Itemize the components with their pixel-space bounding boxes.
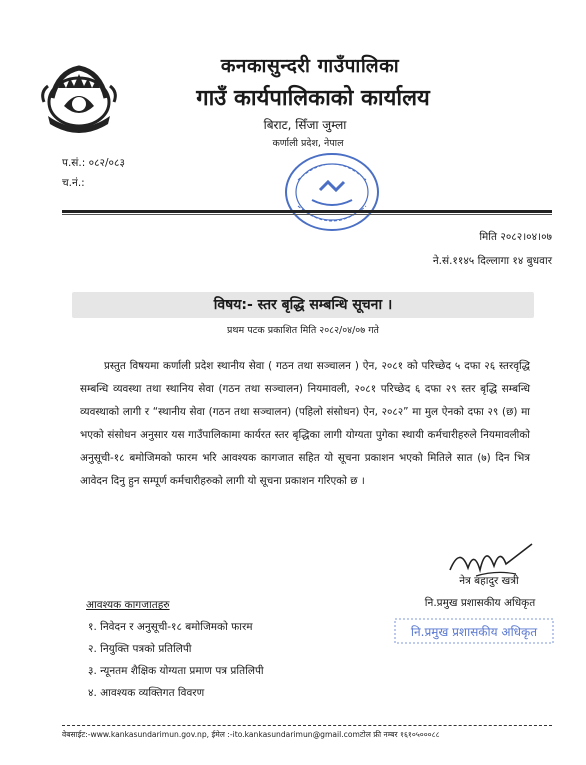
notice-subject: विषय:- स्तर बृद्धि सम्बन्धि सूचना । [72,292,534,318]
list-item: ३. न्यूनतम शैक्षिक योग्यता प्रमाण पत्र प्रतिलिपी [88,665,264,677]
office-name: गाउँ कार्यपालिकाको कार्यालय [196,86,430,111]
required-documents-title: आवश्यक कागजातहरु [86,599,170,611]
signatory-title: नि.प्रमुख प्रशासकीय अधिकृत [424,597,536,609]
fiscal-year: प.सं.: ०८२/०८३ [62,157,125,169]
notice-date: मिति २०८२।०४।०७ [479,231,552,243]
header-divider-thin [62,214,552,215]
list-item: २. नियुक्ति पत्रको प्रतिलिपी [88,643,192,655]
title-seal-stamp [394,618,554,644]
header-divider [62,210,552,213]
nepal-emblem-icon [38,58,120,138]
office-address: बिराट, सिँजा जुम्ला [263,118,347,132]
signatory-name: नेत्र बहादुर खत्री [459,575,519,587]
nepal-samvat-date: ने.सं.११४५ दिल्लागा १४ बुधवार [432,255,552,267]
notice-body: प्रस्तुत विषयमा कर्णाली प्रदेश स्थानीय सेवा ( गठन तथा सञ्चालन ) ऐन, २०८१ को परिच्छेद ५ दफा २६ स्तरवृद्धि सम्बन्धि व्यवस्था तथा स्थानिय सेवा (गठन तथा सञ्चालन) नियमावली, २०८१ परिच्छेद ६ दफा २९ स्तर बृद्धि सम्बन्धि व्यवस्थाको लागी र “स्थानीय सेवा (गठन तथा सञ्चालन) (पहिलो संसोधन) ऐन, २०८२” मा मुल ऐनको दफा २९ (छ) मा भएको संसोधन अनुसार यस गाउँपालिकामा कार्यरत स्तर बृद्धिका लागी योग्यता पुगेका स्थायी कर्मचारीहरुले नियमावलीको अनुसूची-१८ बमोजिमको फारम भरि आवश्यक कागजात सहित यो सूचना प्रकाशन भएको मितिले सात (७) दिन भित्र आवेदन दिनु हुन सम्पूर्ण कर्मचारीहरुको लागी यो सूचना प्रकाशन गरिएको छ । [80,360,530,487]
published-date: प्रथम पटक प्रकाशित मिति २०८२/०४/०७ गते [227,325,379,336]
footer-contact: वेबसाईट:-www.kankasundarimun.gov.np, ईमेल :-ito.kankasundarimun@gmail.comटोल फ्री नम्बर १६१०५०००८८ [62,730,440,739]
office-province: कर्णाली प्रदेश, नेपाल [272,138,344,149]
required-documents-list [88,616,264,704]
list-item: ४. आवश्यक व्यक्तिगत विवरण [88,687,205,699]
office-stamp-icon [282,150,382,234]
footer-divider [62,725,552,726]
list-item: १. निवेदन र अनुसूची-१८ बमोजिमको फारम [88,621,253,633]
seal-text: नि.प्रमुख प्रशासकीय अधिकृत [410,625,538,639]
municipality-name: कनकासुन्दरी गाउँपालिका [220,55,400,77]
dispatch-number: च.नं.: [62,177,85,189]
